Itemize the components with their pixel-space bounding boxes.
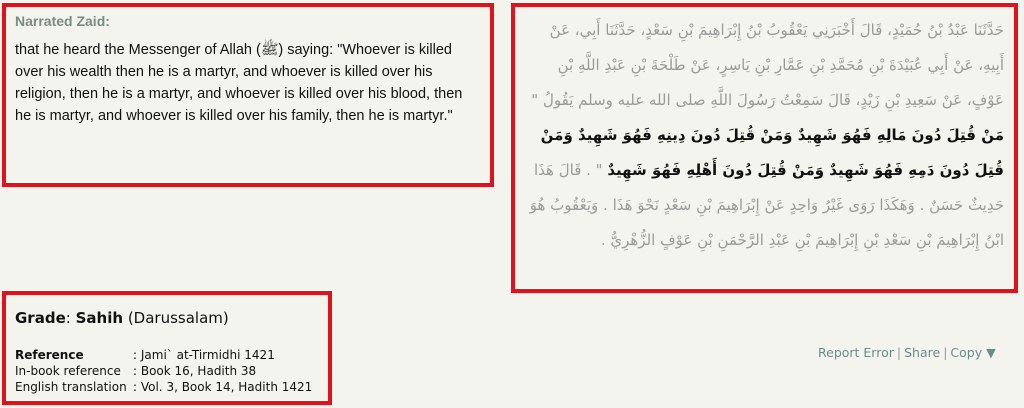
share-link[interactable]: Share: [904, 345, 941, 360]
english-translation-value: : Vol. 3, Book 14, Hadith 1421: [133, 380, 313, 394]
grade-panel: [2, 291, 332, 405]
reference-row: [15, 379, 312, 395]
arabic-matn: مَنْ قُتِلَ دُونَ مَالِهِ فَهُوَ شَهِيدٌ وَمَنْ قُتِلَ دُونَ دِينِهِ فَهُوَ شَهِيدٌ وَمَنْ قُتِلَ دُونَ دَمِهِ فَهُوَ شَهِيدٌ وَمَنْ قُتِلَ دُونَ أَهْلِهِ فَهُوَ شَهِيدٌ: [540, 126, 1004, 179]
arabic-commentary: " . قَالَ هَذَا حَدِيثٌ حَسَنٌ . وَهَكَذَا رَوَى غَيْرُ وَاحِدٍ عَنْ إِبْرَاهِيمَ بْنِ سَعْدٍ نَحْوَ هَذَا . وَيَعْقُوبُ هُوَ ابْنُ إِبْرَاهِيمَ بْنِ سَعْدِ بْنِ إِبْرَاهِيمَ بْنِ عَبْدِ الرَّحْمَنِ بْنِ عَوْفٍ الزُّهْرِيُّ .: [529, 161, 1004, 249]
report-error-link[interactable]: Report Error: [818, 345, 894, 360]
english-hadith-text: that he heard the Messenger of Allah (ﷺ) saying: "Whoever is killed over his wealth then he is a martyr, and whoever is killed over his religion, then he is a martyr, and whoever is killed over his blood, then he is martyr, and whoever is killed over his family, then he is martyr.": [15, 42, 463, 124]
grade-source: (Darussalam): [127, 309, 229, 327]
arabic-hadith-text: [525, 13, 1004, 258]
grade-label: Grade: [15, 309, 66, 327]
link-separator: |: [896, 345, 902, 360]
reference-row: [15, 347, 312, 363]
english-translation-panel: [2, 3, 494, 187]
english-translation-label: English translation: [15, 380, 127, 394]
reference-table: [15, 347, 312, 395]
grade-line: [15, 309, 319, 327]
arabic-isnad: حَدَّثَنَا عَبْدُ بْنُ حُمَيْدٍ، قَالَ أَخْبَرَنِي يَعْقُوبُ بْنُ إِبْرَاهِيمَ بْنِ سَعْدٍ، حَدَّثَنَا أَبِي، عَنْ أَبِيهِ، عَنْ أَبِي عُبَيْدَةَ بْنِ مُحَمَّدِ بْنِ عَمَّارِ بْنِ يَاسِرٍ، عَنْ طَلْحَةَ بْنِ عَبْدِ اللَّهِ بْنِ عَوْفٍ، عَنْ سَعِيدِ بْنِ زَيْدٍ، قَالَ سَمِعْتُ رَسُولَ اللَّهِ صلى الله عليه وسلم يَقُولُ ": [531, 21, 1004, 109]
narrator-label: Narrated Zaid:: [15, 13, 110, 29]
inbook-reference-value: : Book 16, Hadith 38: [133, 364, 257, 378]
inbook-reference-label: In-book reference: [15, 364, 121, 378]
arabic-text-panel: [511, 3, 1018, 293]
action-links: [818, 345, 996, 360]
grade-value: Sahih: [75, 309, 124, 327]
copy-dropdown-link[interactable]: Copy ▼: [950, 345, 996, 360]
reference-value: : Jami` at-Tirmidhi 1421: [133, 348, 275, 362]
reference-label: Reference: [15, 348, 84, 362]
link-separator: |: [943, 345, 948, 360]
grade-colon: :: [65, 309, 71, 327]
reference-row: [15, 363, 312, 379]
